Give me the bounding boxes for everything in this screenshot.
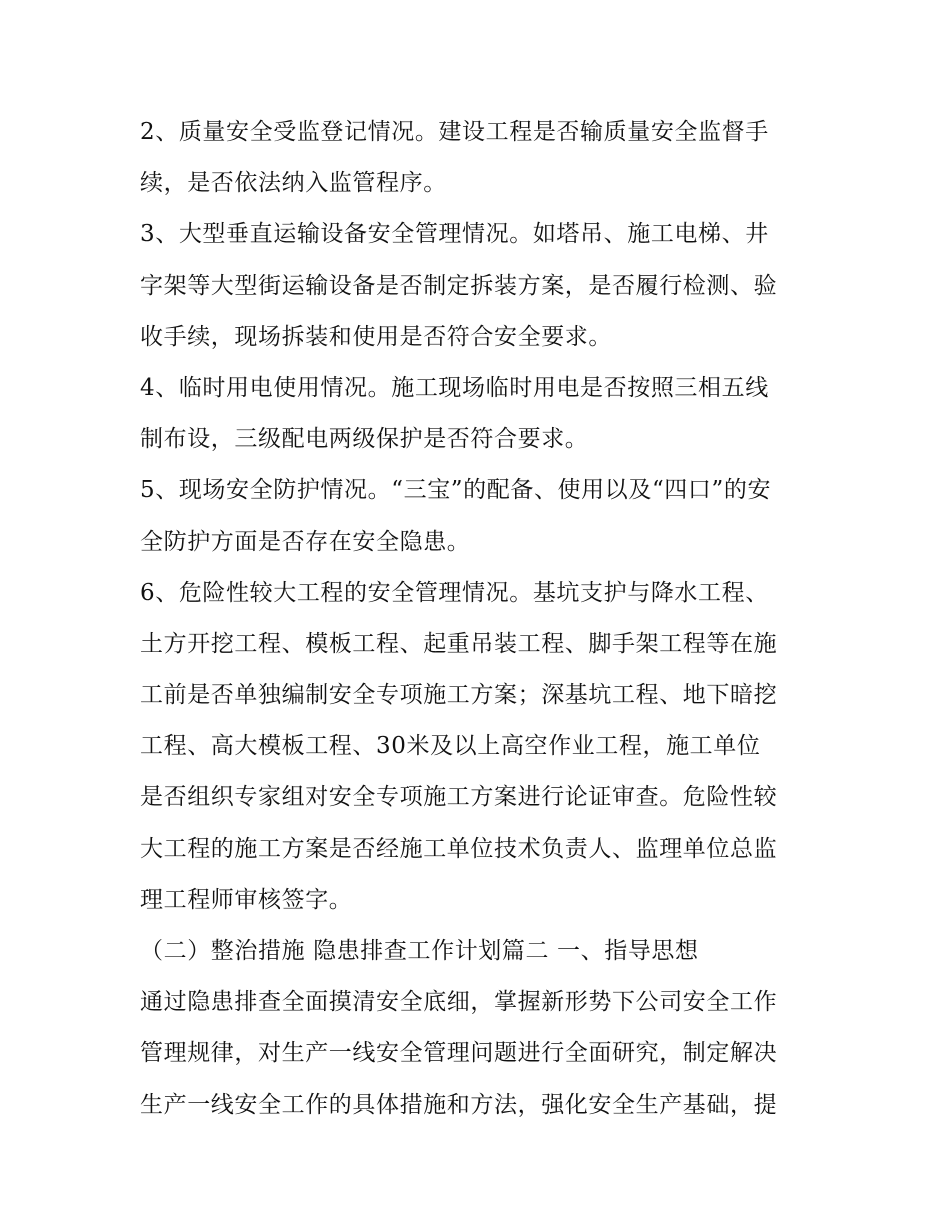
text-line: 通过隐患排查全面摸清安全底细，掌握新形势下公司安全工作	[140, 989, 778, 1016]
text-line: 全防护方面是否存在安全隐患。	[140, 528, 471, 555]
text-line: 续，是否依法纳入监管程序。	[140, 170, 447, 197]
text-line: 字架等大型街运输设备是否制定拆装方案，是否履行检测、验	[140, 272, 778, 299]
section-heading-line: （二）整治措施 隐患排查工作计划篇二 一、指导思想	[140, 938, 699, 964]
text-line: 2、质量安全受监登记情况。建设工程是否输质量安全监督手	[140, 119, 769, 145]
text-line: 工前是否单独编制安全专项施工方案；深基坑工程、地下暗挖	[140, 682, 778, 709]
document-body	[140, 107, 820, 1131]
text-line: 土方开挖工程、模板工程、起重吊装工程、脚手架工程等在施	[140, 630, 778, 657]
text-line: 3、大型垂直运输设备安全管理情况。如塔吊、施工电梯、井	[140, 221, 769, 248]
text-line: 5、现场安全防护情况。“三宝”的配备、使用以及“四口”的安	[140, 477, 772, 504]
text-line: 生产一线安全工作的具体措施和方法，强化安全生产基础，提	[140, 1091, 778, 1118]
text-line: 6、危险性较大工程的安全管理情况。基坑支护与降水工程、	[140, 579, 769, 606]
text-line: 管理规律，对生产一线安全管理问题进行全面研究，制定解决	[140, 1040, 778, 1067]
text-line: 收手续，现场拆装和使用是否符合安全要求。	[140, 323, 612, 350]
text-line: 工程、高大模板工程、30米及以上高空作业工程，施工单位	[140, 733, 761, 760]
text-line: 大工程的施工方案是否经施工单位技术负责人、监理单位总监	[140, 835, 778, 862]
text-line: 制布设，三级配电两级保护是否符合要求。	[140, 426, 589, 453]
text-line: 理工程师审核签字。	[140, 886, 353, 913]
text-line: 4、临时用电使用情况。施工现场临时用电是否按照三相五线	[140, 374, 769, 401]
text-line: 是否组织专家组对安全专项施工方案进行论证审查。危险性较	[140, 784, 778, 811]
